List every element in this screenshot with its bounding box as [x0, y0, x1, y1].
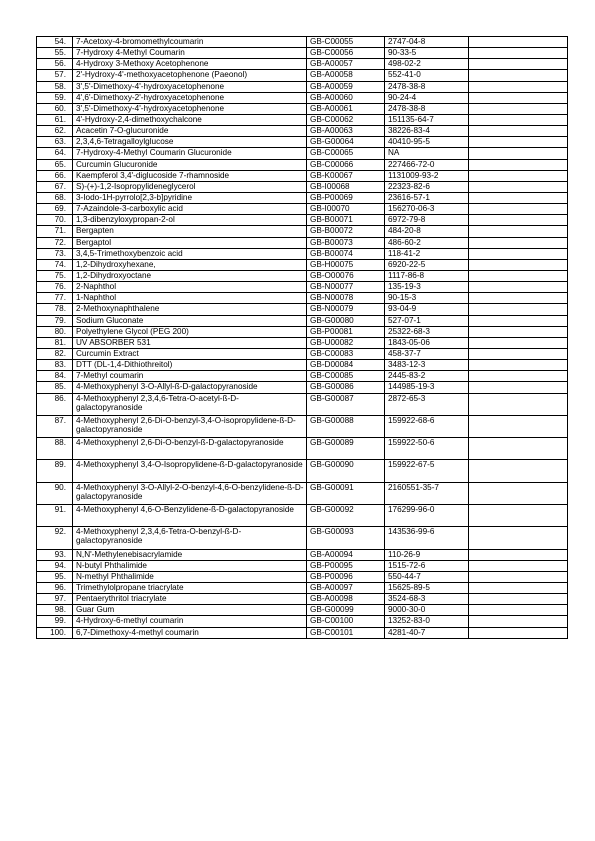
catalog-code-cell: GB-G00099	[307, 605, 385, 616]
cas-number-cell: 13252-83-0	[385, 616, 469, 627]
cas-number-cell: 2747-04-8	[385, 37, 469, 48]
cas-number-cell: 93-04-9	[385, 304, 469, 315]
row-number-cell: 98.	[37, 605, 73, 616]
table-row	[37, 248, 568, 259]
compound-name-cell: Bergaptol	[73, 237, 307, 248]
cas-number-cell: 2478-38-8	[385, 81, 469, 92]
compound-name-cell: Curcumin Glucuronide	[73, 159, 307, 170]
cas-number-cell: 159922-68-6	[385, 415, 469, 437]
table-row	[37, 282, 568, 293]
table-row	[37, 103, 568, 114]
empty-cell	[469, 226, 568, 237]
compound-name-cell: 4',6'-Dimethoxy-2'-hydroxyacetophenone	[73, 92, 307, 103]
cas-number-cell: 1515-72-6	[385, 560, 469, 571]
compound-name-cell: Guar Gum	[73, 605, 307, 616]
compound-name-cell: 4'-Hydroxy-2,4-dimethoxychalcone	[73, 114, 307, 125]
catalog-code-cell: GB-A00061	[307, 103, 385, 114]
row-number-cell: 100.	[37, 627, 73, 638]
compound-name-cell: Trimethylolpropane triacrylate	[73, 583, 307, 594]
catalog-code-cell: GB-D00084	[307, 360, 385, 371]
table-row	[37, 259, 568, 270]
empty-cell	[469, 326, 568, 337]
table-row	[37, 460, 568, 482]
table-row	[37, 415, 568, 437]
compound-name-cell: UV ABSORBER 531	[73, 337, 307, 348]
catalog-code-cell: GB-G00089	[307, 438, 385, 460]
row-number-cell: 85.	[37, 382, 73, 393]
table-row	[37, 137, 568, 148]
row-number-cell: 56.	[37, 59, 73, 70]
cas-number-cell: 159922-50-6	[385, 438, 469, 460]
cas-number-cell: 3524-68-3	[385, 594, 469, 605]
row-number-cell: 62.	[37, 126, 73, 137]
table-row	[37, 571, 568, 582]
catalog-code-cell: GB-A00098	[307, 594, 385, 605]
row-number-cell: 82.	[37, 348, 73, 359]
cas-number-cell: 22323-82-6	[385, 181, 469, 192]
empty-cell	[469, 293, 568, 304]
catalog-code-cell: GB-C00066	[307, 159, 385, 170]
table-row	[37, 48, 568, 59]
row-number-cell: 96.	[37, 583, 73, 594]
cas-number-cell: 227466-72-0	[385, 159, 469, 170]
catalog-code-cell: GB-P00069	[307, 192, 385, 203]
empty-cell	[469, 70, 568, 81]
table-row	[37, 371, 568, 382]
catalog-code-cell: GB-P00095	[307, 560, 385, 571]
row-number-cell: 91.	[37, 504, 73, 526]
row-number-cell: 93.	[37, 549, 73, 560]
row-number-cell: 65.	[37, 159, 73, 170]
catalog-code-cell: GB-N00078	[307, 293, 385, 304]
catalog-code-cell: GB-P00096	[307, 571, 385, 582]
row-number-cell: 60.	[37, 103, 73, 114]
compound-name-cell: 7-Azaindole-3-carboxylic acid	[73, 204, 307, 215]
cas-number-cell: 110-26-9	[385, 549, 469, 560]
table-row	[37, 315, 568, 326]
empty-cell	[469, 170, 568, 181]
empty-cell	[469, 248, 568, 259]
compound-name-cell: N-methyl Phthalimide	[73, 571, 307, 582]
table-row	[37, 293, 568, 304]
empty-cell	[469, 137, 568, 148]
catalog-code-cell: GB-N00077	[307, 282, 385, 293]
empty-cell	[469, 438, 568, 460]
compound-name-cell: Sodium Gluconate	[73, 315, 307, 326]
row-number-cell: 73.	[37, 248, 73, 259]
cas-number-cell: 143536-99-6	[385, 527, 469, 549]
catalog-code-cell: GB-C00085	[307, 371, 385, 382]
empty-cell	[469, 382, 568, 393]
empty-cell	[469, 460, 568, 482]
compound-name-cell: Pentaerythritol triacrylate	[73, 594, 307, 605]
empty-cell	[469, 215, 568, 226]
catalog-code-cell: GB-N00079	[307, 304, 385, 315]
empty-cell	[469, 371, 568, 382]
cas-number-cell: 159922-67-5	[385, 460, 469, 482]
catalog-code-cell: GB-H00075	[307, 259, 385, 270]
cas-number-cell: 9000-30-0	[385, 605, 469, 616]
table-row	[37, 627, 568, 638]
table-row	[37, 382, 568, 393]
table-row	[37, 81, 568, 92]
table-row	[37, 226, 568, 237]
empty-cell	[469, 304, 568, 315]
compound-name-cell: 7-Methyl coumarin	[73, 371, 307, 382]
document-page	[36, 36, 567, 639]
row-number-cell: 54.	[37, 37, 73, 48]
table-row	[37, 393, 568, 415]
catalog-code-cell: GB-B00074	[307, 248, 385, 259]
empty-cell	[469, 315, 568, 326]
compound-name-cell: 4-Methoxyphenyl 2,6-Di-O-benzyl-ß-D-galactopyranoside	[73, 438, 307, 460]
cas-number-cell: 458-37-7	[385, 348, 469, 359]
compound-name-cell: DTT (DL-1,4-Dithiothreitol)	[73, 360, 307, 371]
compound-name-cell: 1,3-dibenzyloxypropan-2-ol	[73, 215, 307, 226]
table-row	[37, 215, 568, 226]
compound-name-cell: 2'-Hydroxy-4'-methoxyacetophenone (Paeonol)	[73, 70, 307, 81]
cas-number-cell: 156270-06-3	[385, 204, 469, 215]
row-number-cell: 67.	[37, 181, 73, 192]
cas-number-cell: 38226-83-4	[385, 126, 469, 137]
compound-name-cell: 1,2-Dihydroxyhexane,	[73, 259, 307, 270]
compound-name-cell: Acacetin 7-O-glucuronide	[73, 126, 307, 137]
cas-number-cell: 527-07-1	[385, 315, 469, 326]
table-row	[37, 348, 568, 359]
table-row	[37, 504, 568, 526]
compound-name-cell: 4-Methoxyphenyl 3-O-Allyl-2-O-benzyl-4,6-O-benzylidene-ß-D-galactopyranoside	[73, 482, 307, 504]
table-row	[37, 237, 568, 248]
row-number-cell: 57.	[37, 70, 73, 81]
catalog-code-cell: GB-K00067	[307, 170, 385, 181]
catalog-code-cell: GB-G00091	[307, 482, 385, 504]
row-number-cell: 63.	[37, 137, 73, 148]
cas-number-cell: 1843-05-06	[385, 337, 469, 348]
row-number-cell: 68.	[37, 192, 73, 203]
row-number-cell: 86.	[37, 393, 73, 415]
empty-cell	[469, 549, 568, 560]
empty-cell	[469, 527, 568, 549]
cas-number-cell: 90-33-5	[385, 48, 469, 59]
cas-number-cell: 1117-86-8	[385, 270, 469, 281]
compound-name-cell: 3-Iodo-1H-pyrrolo[2,3-b]pyridine	[73, 192, 307, 203]
row-number-cell: 55.	[37, 48, 73, 59]
compound-name-cell: 6,7-Dimethoxy-4-methyl coumarin	[73, 627, 307, 638]
catalog-code-cell: GB-O00076	[307, 270, 385, 281]
compound-name-cell: Curcumin Extract	[73, 348, 307, 359]
row-number-cell: 79.	[37, 315, 73, 326]
empty-cell	[469, 259, 568, 270]
empty-cell	[469, 627, 568, 638]
compound-name-cell: 4-Methoxyphenyl 4,6-O-Benzylidene-ß-D-galactopyranoside	[73, 504, 307, 526]
empty-cell	[469, 560, 568, 571]
cas-number-cell: 90-24-4	[385, 92, 469, 103]
cas-number-cell: 6920-22-5	[385, 259, 469, 270]
catalog-code-cell: GB-P00081	[307, 326, 385, 337]
catalog-code-cell: GB-G00086	[307, 382, 385, 393]
catalog-code-cell: GB-A00094	[307, 549, 385, 560]
cas-number-cell: 2478-38-8	[385, 103, 469, 114]
empty-cell	[469, 126, 568, 137]
empty-cell	[469, 159, 568, 170]
cas-number-cell: 23616-57-1	[385, 192, 469, 203]
table-row	[37, 304, 568, 315]
compound-name-cell: 3,4,5-Trimethoxybenzoic acid	[73, 248, 307, 259]
row-number-cell: 59.	[37, 92, 73, 103]
cas-number-cell: 1131009-93-2	[385, 170, 469, 181]
table-row	[37, 549, 568, 560]
empty-cell	[469, 504, 568, 526]
row-number-cell: 87.	[37, 415, 73, 437]
product-table	[36, 36, 568, 639]
empty-cell	[469, 204, 568, 215]
product-table-body	[37, 37, 568, 639]
empty-cell	[469, 415, 568, 437]
cas-number-cell: 40410-95-5	[385, 137, 469, 148]
row-number-cell: 97.	[37, 594, 73, 605]
empty-cell	[469, 237, 568, 248]
compound-name-cell: N,N'-Methylenebisacrylamide	[73, 549, 307, 560]
table-row	[37, 560, 568, 571]
row-number-cell: 74.	[37, 259, 73, 270]
row-number-cell: 70.	[37, 215, 73, 226]
compound-name-cell: 4-Hydroxy 3-Methoxy Acetophenone	[73, 59, 307, 70]
catalog-code-cell: GB-I00070	[307, 204, 385, 215]
table-row	[37, 616, 568, 627]
catalog-code-cell: GB-U00082	[307, 337, 385, 348]
empty-cell	[469, 482, 568, 504]
empty-cell	[469, 583, 568, 594]
compound-name-cell: 1,2-Dihydroxyoctane	[73, 270, 307, 281]
row-number-cell: 69.	[37, 204, 73, 215]
compound-name-cell: 1-Naphthol	[73, 293, 307, 304]
row-number-cell: 58.	[37, 81, 73, 92]
catalog-code-cell: GB-C00056	[307, 48, 385, 59]
row-number-cell: 81.	[37, 337, 73, 348]
catalog-code-cell: GB-G00080	[307, 315, 385, 326]
table-row	[37, 159, 568, 170]
row-number-cell: 75.	[37, 270, 73, 281]
empty-cell	[469, 571, 568, 582]
catalog-code-cell: GB-C00055	[307, 37, 385, 48]
compound-name-cell: 4-Methoxyphenyl 3-O-Allyl-ß-D-galactopyranoside	[73, 382, 307, 393]
cas-number-cell: 498-02-2	[385, 59, 469, 70]
empty-cell	[469, 81, 568, 92]
table-row	[37, 170, 568, 181]
catalog-code-cell: GB-C00062	[307, 114, 385, 125]
empty-cell	[469, 393, 568, 415]
cas-number-cell: 6972-79-8	[385, 215, 469, 226]
catalog-code-cell: GB-B00071	[307, 215, 385, 226]
cas-number-cell: 25322-68-3	[385, 326, 469, 337]
table-row	[37, 37, 568, 48]
row-number-cell: 72.	[37, 237, 73, 248]
table-row	[37, 114, 568, 125]
empty-cell	[469, 148, 568, 159]
catalog-code-cell: GB-C00101	[307, 627, 385, 638]
table-row	[37, 326, 568, 337]
row-number-cell: 78.	[37, 304, 73, 315]
row-number-cell: 61.	[37, 114, 73, 125]
catalog-code-cell: GB-A00057	[307, 59, 385, 70]
empty-cell	[469, 270, 568, 281]
catalog-code-cell: GB-A00060	[307, 92, 385, 103]
compound-name-cell: 2,3,4,6-Tetragalloylglucose	[73, 137, 307, 148]
cas-number-cell: 176299-96-0	[385, 504, 469, 526]
row-number-cell: 99.	[37, 616, 73, 627]
table-row	[37, 148, 568, 159]
table-row	[37, 270, 568, 281]
compound-name-cell: Bergapten	[73, 226, 307, 237]
row-number-cell: 89.	[37, 460, 73, 482]
row-number-cell: 77.	[37, 293, 73, 304]
cas-number-cell: 15625-89-5	[385, 583, 469, 594]
row-number-cell: 94.	[37, 560, 73, 571]
catalog-code-cell: GB-A00097	[307, 583, 385, 594]
compound-name-cell: 4-Methoxyphenyl 3,4-O-Isopropylidene-ß-D-galactopyranoside	[73, 460, 307, 482]
row-number-cell: 76.	[37, 282, 73, 293]
catalog-code-cell: GB-C00083	[307, 348, 385, 359]
row-number-cell: 80.	[37, 326, 73, 337]
row-number-cell: 64.	[37, 148, 73, 159]
cas-number-cell: 2445-83-2	[385, 371, 469, 382]
table-row	[37, 59, 568, 70]
empty-cell	[469, 360, 568, 371]
compound-name-cell: S)-(+)-1,2-Isopropylideneglycerol	[73, 181, 307, 192]
compound-name-cell: N-butyl Phthalimide	[73, 560, 307, 571]
catalog-code-cell: GB-A00058	[307, 70, 385, 81]
compound-name-cell: 3',5'-Dimethoxy-4'-hydroxyacetophenone	[73, 81, 307, 92]
compound-name-cell: 2-Methoxynaphthalene	[73, 304, 307, 315]
row-number-cell: 71.	[37, 226, 73, 237]
cas-number-cell: 486-60-2	[385, 237, 469, 248]
cas-number-cell: 151135-64-7	[385, 114, 469, 125]
table-row	[37, 482, 568, 504]
catalog-code-cell: GB-I00068	[307, 181, 385, 192]
empty-cell	[469, 181, 568, 192]
catalog-code-cell: GB-C00100	[307, 616, 385, 627]
cas-number-cell: 2872-65-3	[385, 393, 469, 415]
empty-cell	[469, 92, 568, 103]
row-number-cell: 84.	[37, 371, 73, 382]
cas-number-cell: 118-41-2	[385, 248, 469, 259]
empty-cell	[469, 114, 568, 125]
catalog-code-cell: GB-G00092	[307, 504, 385, 526]
table-row	[37, 181, 568, 192]
cas-number-cell: 3483-12-3	[385, 360, 469, 371]
catalog-code-cell: GB-G00090	[307, 460, 385, 482]
empty-cell	[469, 192, 568, 203]
empty-cell	[469, 282, 568, 293]
table-row	[37, 360, 568, 371]
row-number-cell: 83.	[37, 360, 73, 371]
cas-number-cell: 4281-40-7	[385, 627, 469, 638]
catalog-code-cell: GB-B00073	[307, 237, 385, 248]
catalog-code-cell: GB-C00065	[307, 148, 385, 159]
cas-number-cell: 135-19-3	[385, 282, 469, 293]
compound-name-cell: 3',5'-Dimethoxy-4'-hydroxyacetophenone	[73, 103, 307, 114]
table-row	[37, 192, 568, 203]
cas-number-cell: 2160551-35-7	[385, 482, 469, 504]
empty-cell	[469, 103, 568, 114]
table-row	[37, 605, 568, 616]
row-number-cell: 92.	[37, 527, 73, 549]
table-row	[37, 204, 568, 215]
catalog-code-cell: GB-A00063	[307, 126, 385, 137]
catalog-code-cell: GB-G00087	[307, 393, 385, 415]
row-number-cell: 90.	[37, 482, 73, 504]
table-row	[37, 527, 568, 549]
cas-number-cell: NA	[385, 148, 469, 159]
compound-name-cell: Kaempferol 3,4'-diglucoside 7-rhamnoside	[73, 170, 307, 181]
compound-name-cell: 4-Hydroxy-6-methyl coumarin	[73, 616, 307, 627]
table-row	[37, 92, 568, 103]
table-row	[37, 438, 568, 460]
row-number-cell: 66.	[37, 170, 73, 181]
catalog-code-cell: GB-B00072	[307, 226, 385, 237]
compound-name-cell: 2-Naphthol	[73, 282, 307, 293]
empty-cell	[469, 594, 568, 605]
compound-name-cell: 7-Hydroxy 4-Methyl Coumarin	[73, 48, 307, 59]
cas-number-cell: 144985-19-3	[385, 382, 469, 393]
compound-name-cell: 4-Methoxyphenyl 2,6-Di-O-benzyl-3,4-O-isopropylidene-ß-D-galactopyranoside	[73, 415, 307, 437]
table-row	[37, 594, 568, 605]
cas-number-cell: 552-41-0	[385, 70, 469, 81]
row-number-cell: 88.	[37, 438, 73, 460]
table-row	[37, 126, 568, 137]
compound-name-cell: 7-Acetoxy-4-bromomethylcoumarin	[73, 37, 307, 48]
catalog-code-cell: GB-G00093	[307, 527, 385, 549]
empty-cell	[469, 348, 568, 359]
cas-number-cell: 550-44-7	[385, 571, 469, 582]
compound-name-cell: Polyethylene Glycol (PEG 200)	[73, 326, 307, 337]
catalog-code-cell: GB-G00064	[307, 137, 385, 148]
empty-cell	[469, 616, 568, 627]
compound-name-cell: 4-Methoxyphenyl 2,3,4,6-Tetra-O-acetyl-ß-D-galactopyranoside	[73, 393, 307, 415]
empty-cell	[469, 337, 568, 348]
catalog-code-cell: GB-A00059	[307, 81, 385, 92]
table-row	[37, 583, 568, 594]
table-row	[37, 337, 568, 348]
empty-cell	[469, 605, 568, 616]
compound-name-cell: 4-Methoxyphenyl 2,3,4,6-Tetra-O-benzyl-ß-D-galactopyranoside	[73, 527, 307, 549]
catalog-code-cell: GB-G00088	[307, 415, 385, 437]
empty-cell	[469, 59, 568, 70]
cas-number-cell: 484-20-8	[385, 226, 469, 237]
row-number-cell: 95.	[37, 571, 73, 582]
table-row	[37, 70, 568, 81]
empty-cell	[469, 48, 568, 59]
compound-name-cell: 7-Hydroxy-4-Methyl Coumarin Glucuronide	[73, 148, 307, 159]
empty-cell	[469, 37, 568, 48]
cas-number-cell: 90-15-3	[385, 293, 469, 304]
